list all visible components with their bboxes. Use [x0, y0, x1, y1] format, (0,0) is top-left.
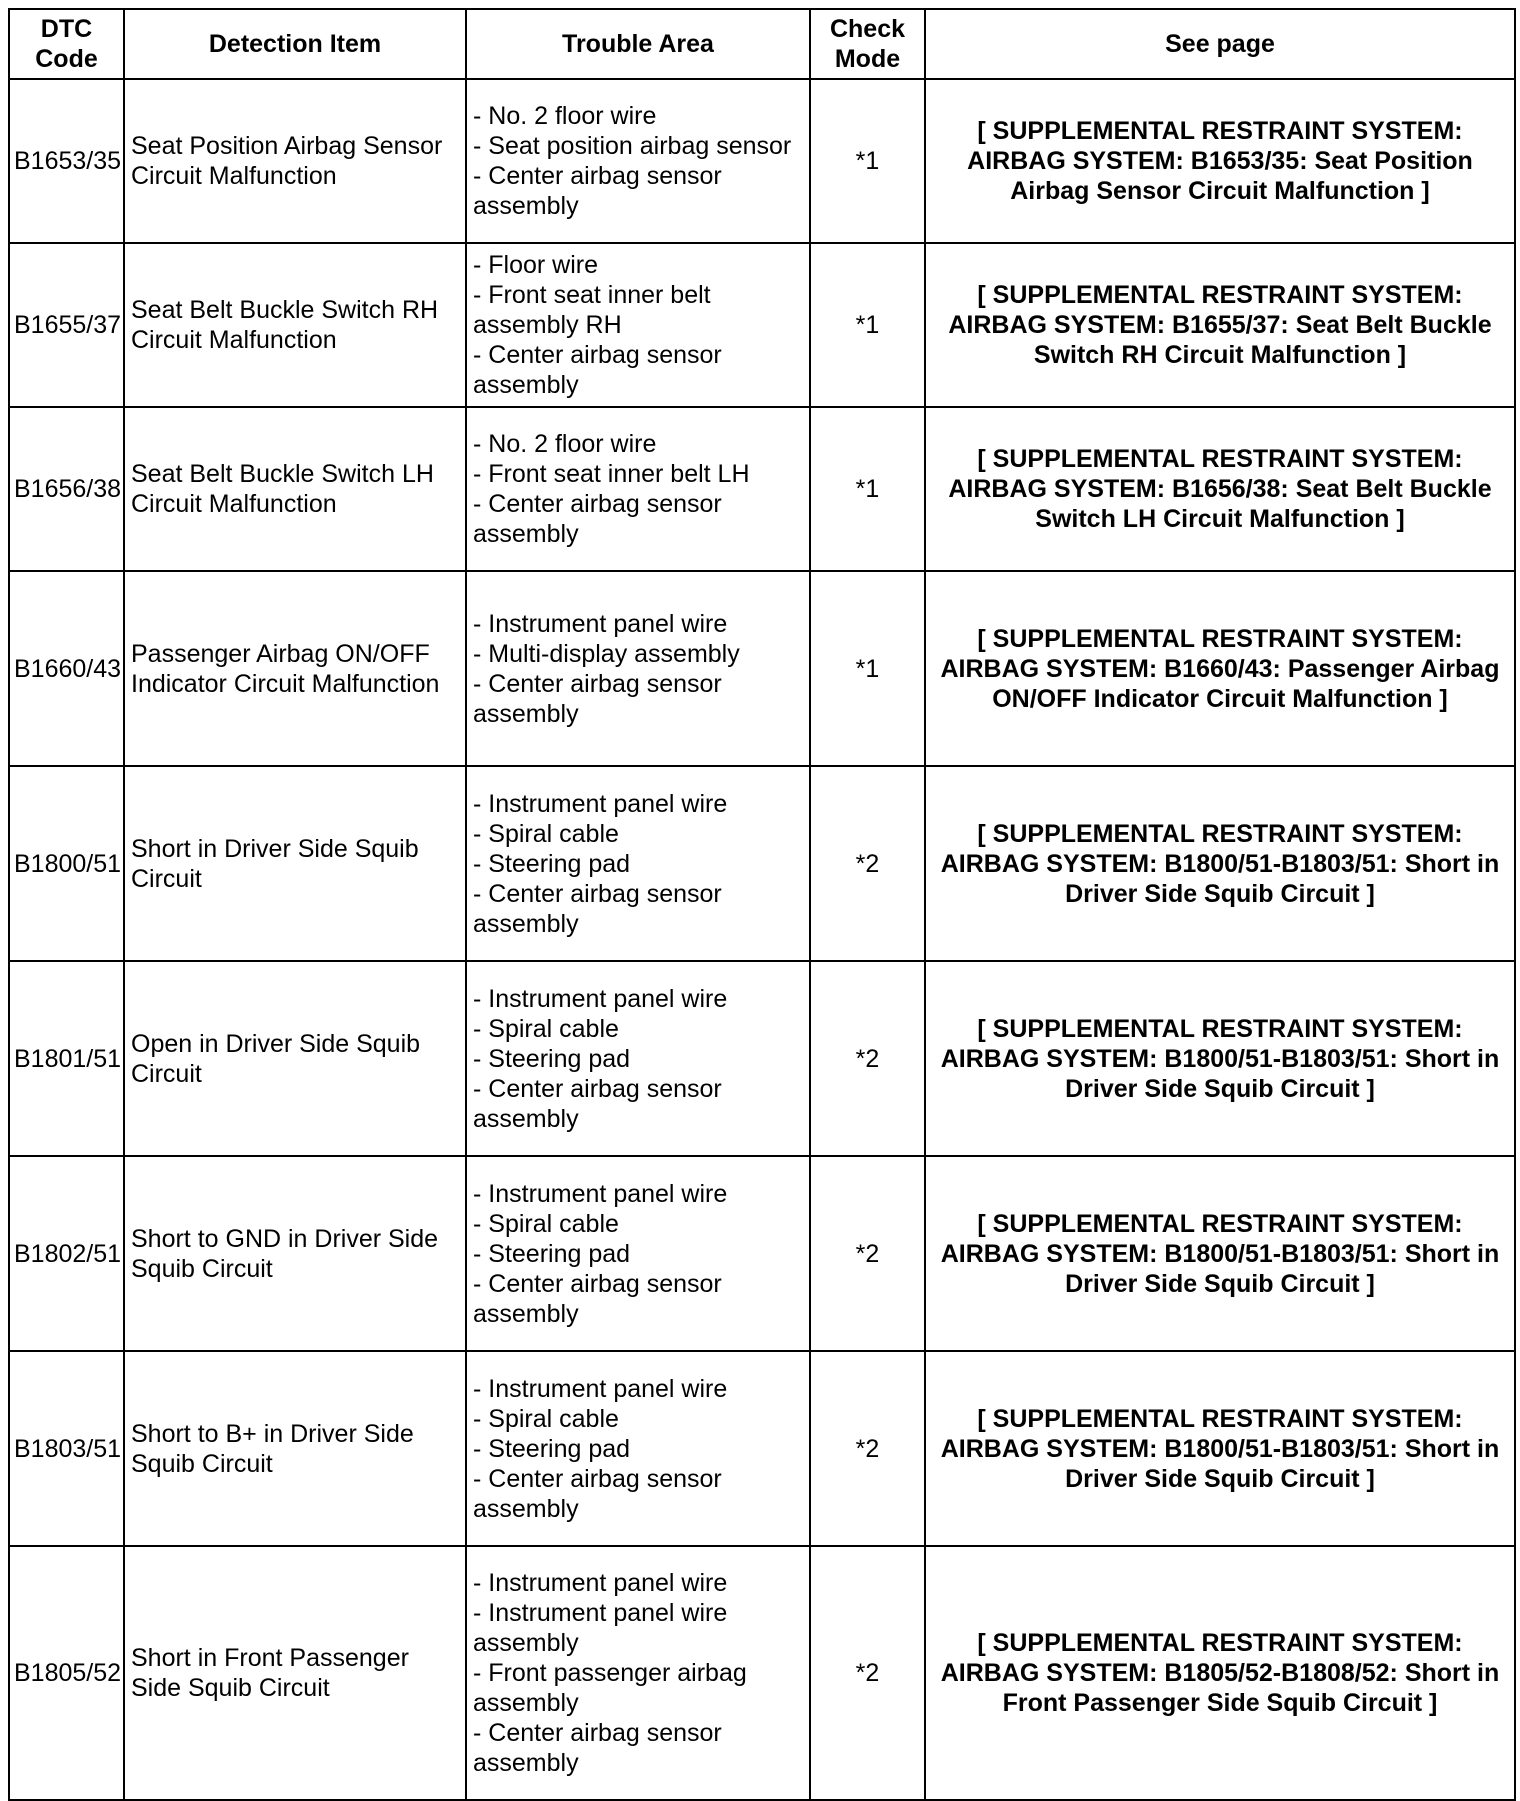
detection-item-cell: Short in Driver Side Squib Circuit	[124, 766, 466, 961]
trouble-area-item: - No. 2 floor wire	[473, 430, 657, 458]
trouble-area-item: - Center airbag sensor assembly	[473, 669, 722, 728]
dtc-table	[8, 8, 1516, 1801]
see-page-cell	[925, 1546, 1515, 1800]
detection-item-cell: Seat Belt Buckle Switch RH Circuit Malfunction	[124, 243, 466, 407]
trouble-area-item: - Steering pad	[473, 849, 631, 878]
table-row	[9, 1351, 1515, 1546]
see-page-cell	[925, 1156, 1515, 1351]
trouble-area-item: - Center airbag sensor assembly	[473, 1719, 722, 1777]
trouble-area-item: - Spiral cable	[473, 1404, 619, 1433]
trouble-area-item: - Center airbag sensor assembly	[473, 490, 722, 548]
see-page-reference-link[interactable]: [ SUPPLEMENTAL RESTRAINT SYSTEM: AIRBAG SYSTEM: B1800/51-B1803/51: Short in Driver Side Squib Circuit ]	[940, 1014, 1500, 1103]
trouble-area-item: - Front seat inner belt LH	[473, 460, 750, 488]
see-page-cell	[925, 766, 1515, 961]
trouble-area-item: - Spiral cable	[473, 1209, 619, 1238]
see-page-reference-link[interactable]: [ SUPPLEMENTAL RESTRAINT SYSTEM: AIRBAG SYSTEM: B1660/43: Passenger Airbag ON/OFF Indicator Circuit Malfunction ]	[940, 624, 1500, 713]
trouble-area-cell	[466, 1546, 810, 1800]
table-row	[9, 766, 1515, 961]
dtc-code-cell: B1803/51	[9, 1351, 124, 1546]
trouble-area-item: - Multi-display assembly	[473, 639, 740, 668]
table-row	[9, 79, 1515, 243]
trouble-area-cell	[466, 407, 810, 571]
trouble-area-item: - Instrument panel wire	[473, 984, 728, 1013]
check-mode-cell: *1	[810, 571, 925, 766]
detection-item-cell: Seat Position Airbag Sensor Circuit Malfunction	[124, 79, 466, 243]
check-mode-cell: *2	[810, 1156, 925, 1351]
dtc-code-cell: B1656/38	[9, 407, 124, 571]
trouble-area-item: - Floor wire	[473, 251, 599, 279]
see-page-cell	[925, 79, 1515, 243]
trouble-area-item: - Front seat inner belt assembly RH	[473, 281, 711, 339]
table-row	[9, 243, 1515, 407]
trouble-area-cell	[466, 79, 810, 243]
trouble-area-item: - No. 2 floor wire	[473, 102, 657, 130]
trouble-area-item: - Center airbag sensor assembly	[473, 1074, 722, 1133]
check-mode-cell: *1	[810, 243, 925, 407]
header-row	[9, 9, 1515, 79]
trouble-area-list	[473, 789, 803, 939]
trouble-area-item: - Instrument panel wire	[473, 1374, 728, 1403]
check-mode-cell: *2	[810, 1546, 925, 1800]
see-page-reference-link[interactable]: [ SUPPLEMENTAL RESTRAINT SYSTEM: AIRBAG SYSTEM: B1800/51-B1803/51: Short in Driver Side Squib Circuit ]	[940, 1209, 1500, 1298]
detection-item-cell: Passenger Airbag ON/OFF Indicator Circuit Malfunction	[124, 571, 466, 766]
table-row	[9, 571, 1515, 766]
check-mode-cell: *2	[810, 1351, 925, 1546]
table-row	[9, 407, 1515, 571]
trouble-area-cell	[466, 571, 810, 766]
table-body	[9, 79, 1515, 1800]
see-page-reference-link[interactable]: [ SUPPLEMENTAL RESTRAINT SYSTEM: AIRBAG SYSTEM: B1655/37: Seat Belt Buckle Switch RH Circuit Malfunction ]	[948, 281, 1492, 369]
trouble-area-list	[473, 609, 803, 729]
trouble-area-cell	[466, 1351, 810, 1546]
trouble-area-item: - Center airbag sensor assembly	[473, 341, 722, 399]
check-mode-cell: *1	[810, 79, 925, 243]
see-page-reference-link[interactable]: [ SUPPLEMENTAL RESTRAINT SYSTEM: AIRBAG SYSTEM: B1656/38: Seat Belt Buckle Switch LH Circuit Malfunction ]	[948, 445, 1492, 533]
trouble-area-item: - Steering pad	[473, 1044, 631, 1073]
trouble-area-item: - Instrument panel wire assembly	[473, 1599, 728, 1657]
trouble-area-list	[473, 984, 803, 1134]
trouble-area-item: - Spiral cable	[473, 1014, 619, 1043]
trouble-area-item: - Center airbag sensor assembly	[473, 162, 722, 220]
trouble-area-cell	[466, 766, 810, 961]
check-mode-cell: *2	[810, 961, 925, 1156]
table-row	[9, 961, 1515, 1156]
dtc-code-cell: B1660/43	[9, 571, 124, 766]
trouble-area-item: - Center airbag sensor assembly	[473, 1464, 722, 1523]
see-page-reference-link[interactable]: [ SUPPLEMENTAL RESTRAINT SYSTEM: AIRBAG SYSTEM: B1800/51-B1803/51: Short in Driver Side Squib Circuit ]	[940, 1404, 1500, 1493]
detection-item-cell: Seat Belt Buckle Switch LH Circuit Malfunction	[124, 407, 466, 571]
trouble-area-list	[473, 250, 803, 400]
trouble-area-list	[473, 1374, 803, 1524]
dtc-code-cell: B1653/35	[9, 79, 124, 243]
trouble-area-cell	[466, 961, 810, 1156]
trouble-area-item: - Instrument panel wire	[473, 609, 728, 638]
trouble-area-list	[473, 101, 803, 221]
trouble-area-cell	[466, 243, 810, 407]
trouble-area-item: - Front passenger airbag assembly	[473, 1659, 747, 1717]
dtc-code-cell: B1800/51	[9, 766, 124, 961]
dtc-code-cell: B1655/37	[9, 243, 124, 407]
table-row	[9, 1546, 1515, 1800]
trouble-area-item: - Center airbag sensor assembly	[473, 879, 722, 938]
trouble-area-item: - Instrument panel wire	[473, 1179, 728, 1208]
trouble-area-item: - Steering pad	[473, 1239, 631, 1268]
see-page-cell	[925, 407, 1515, 571]
see-page-reference-link[interactable]: [ SUPPLEMENTAL RESTRAINT SYSTEM: AIRBAG SYSTEM: B1653/35: Seat Position Airbag Sensor Circuit Malfunction ]	[967, 117, 1473, 205]
trouble-area-item: - Seat position airbag sensor	[473, 132, 792, 160]
header-detection-item: Detection Item	[124, 9, 466, 79]
trouble-area-item: - Center airbag sensor assembly	[473, 1269, 722, 1328]
see-page-reference-link[interactable]: [ SUPPLEMENTAL RESTRAINT SYSTEM: AIRBAG SYSTEM: B1800/51-B1803/51: Short in Driver Side Squib Circuit ]	[940, 819, 1500, 908]
table-row	[9, 1156, 1515, 1351]
header-dtc-code: DTC Code	[9, 9, 124, 79]
trouble-area-item: - Spiral cable	[473, 819, 619, 848]
detection-item-cell: Open in Driver Side Squib Circuit	[124, 961, 466, 1156]
dtc-code-cell: B1805/52	[9, 1546, 124, 1800]
see-page-cell	[925, 961, 1515, 1156]
dtc-code-cell: B1802/51	[9, 1156, 124, 1351]
see-page-cell	[925, 243, 1515, 407]
trouble-area-list	[473, 1568, 803, 1778]
header-trouble-area: Trouble Area	[466, 9, 810, 79]
header-check-mode: Check Mode	[810, 9, 925, 79]
detection-item-cell: Short to B+ in Driver Side Squib Circuit	[124, 1351, 466, 1546]
check-mode-cell: *2	[810, 766, 925, 961]
see-page-cell	[925, 571, 1515, 766]
dtc-code-cell: B1801/51	[9, 961, 124, 1156]
detection-item-cell: Short to GND in Driver Side Squib Circuit	[124, 1156, 466, 1351]
check-mode-cell: *1	[810, 407, 925, 571]
detection-item-cell: Short in Front Passenger Side Squib Circuit	[124, 1546, 466, 1800]
trouble-area-cell	[466, 1156, 810, 1351]
trouble-area-list	[473, 429, 803, 549]
trouble-area-item: - Instrument panel wire	[473, 1569, 728, 1597]
see-page-reference-link[interactable]: [ SUPPLEMENTAL RESTRAINT SYSTEM: AIRBAG SYSTEM: B1805/52-B1808/52: Short in Front Passenger Side Squib Circuit ]	[940, 1629, 1500, 1717]
trouble-area-item: - Instrument panel wire	[473, 789, 728, 818]
see-page-cell	[925, 1351, 1515, 1546]
trouble-area-item: - Steering pad	[473, 1434, 631, 1463]
trouble-area-list	[473, 1179, 803, 1329]
table-header	[9, 9, 1515, 79]
header-see-page: See page	[925, 9, 1515, 79]
